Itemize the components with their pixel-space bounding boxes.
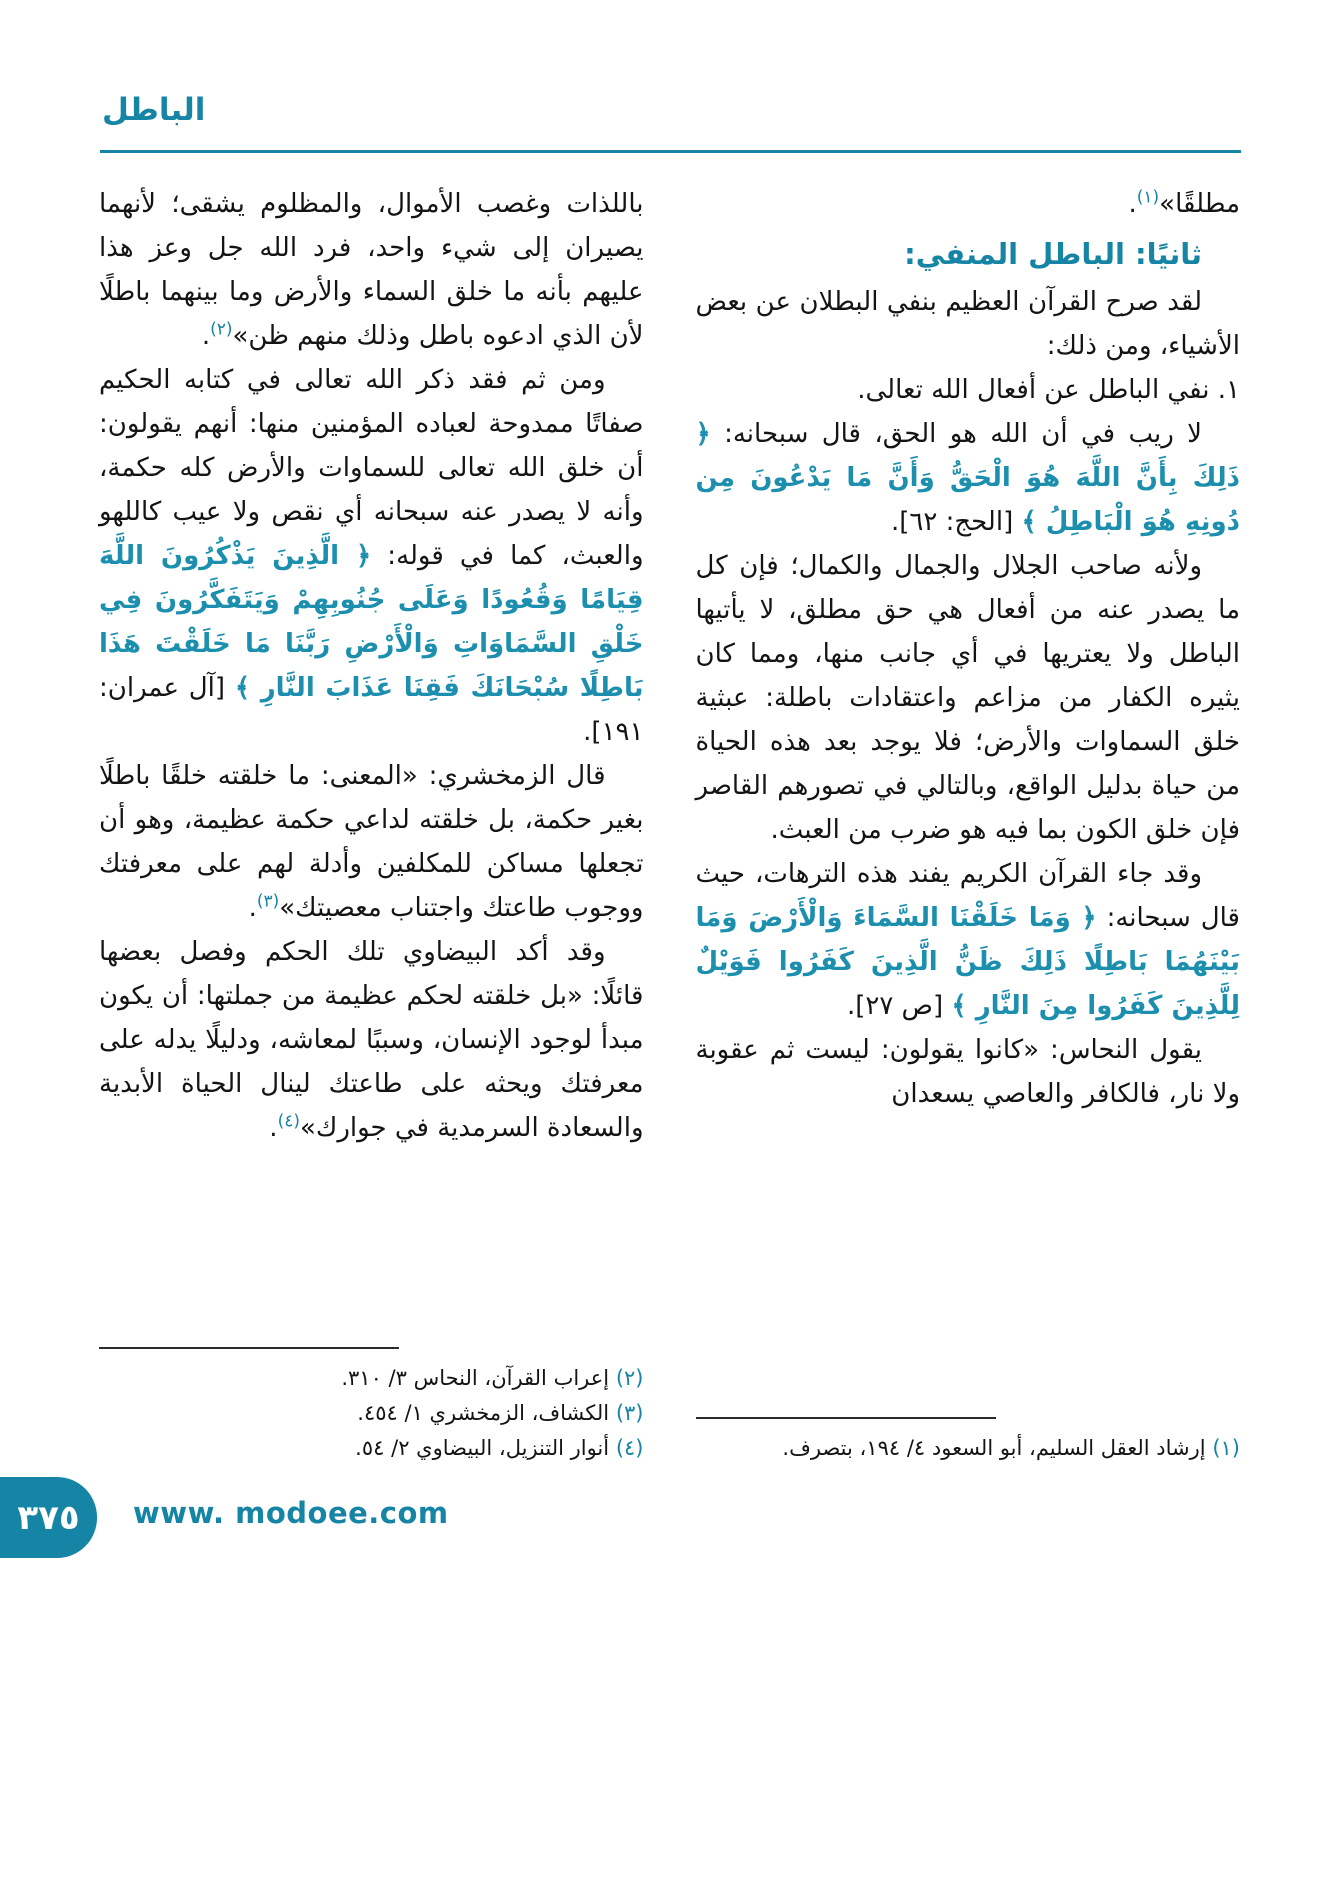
footnote-2 (99, 1361, 644, 1396)
body-text: لا ريب في أن الله هو الحق، قال سبحانه: (710, 419, 1202, 449)
footnote-ref-1: (١) (1136, 187, 1160, 208)
footnote-ref-2: (٢) (210, 319, 233, 340)
publisher-website-text: www. modoee.com (133, 1496, 449, 1530)
verse-reference-sad: [ص ٢٧]. (846, 991, 952, 1021)
paragraph-continuation (696, 182, 1241, 226)
paragraph-intro: لقد صرح القرآن العظيم بنفي البطلان عن بعض الأشياء، ومن ذلك: (695, 287, 1240, 361)
footnote-text: أنوار التنزيل، البيضاوي ٢/ ٥٤. (355, 1436, 610, 1460)
quran-verse-sad: ﴿ وَمَا خَلَقْنَا السَّمَاءَ وَالْأَرْضَ وَمَا بَيْنَهُمَا بَاطِلًا ذَلِكَ ظَنُّ الَّذِينَ كَفَرُوا فَوَيْلٌ لِلَّذِينَ كَفَرُوا مِنَ النَّارِ ﴾ (695, 903, 1240, 1021)
page-number: ٣٧٥ (17, 1497, 80, 1538)
paragraph-with-verse-sad (696, 852, 1241, 1028)
footnote-number: (٢) (615, 1366, 644, 1390)
body-text: وقد أكد البيضاوي تلك الحكم وفصل بعضها قائلًا: «بل خلقته لحكم عظيمة من جملتها: أن يكون مبدأ لوجود الإنسان، وسببًا لمعاشه، ودليلًا يدله على معرفتك ويحثه على طاعتك لينال الحياة الأبدية والسعادة السرمدية في جوارك» (99, 937, 644, 1143)
body-text: . (201, 321, 211, 351)
footnote-ref-4: (٤) (277, 1111, 300, 1132)
body-text: وقد جاء القرآن الكريم يفند هذه الترهات، حيث قال سبحانه: (695, 859, 1240, 933)
footnote-number: (٣) (615, 1401, 644, 1425)
paragraph-with-verse-hajj (696, 412, 1241, 544)
page-number-badge (0, 1477, 97, 1558)
quran-verse-hajj: ﴿ ذَلِكَ بِأَنَّ اللَّهَ هُوَ الْحَقُّ وَأَنَّ مَا يَدْعُونَ مِن دُونِهِ هُوَ الْبَاطِلُ ﴾ (695, 419, 1240, 537)
body-text: ومن ثم فقد ذكر الله تعالى في كتابه الحكيم صفاتًا ممدوحة لعباده المؤمنين منها: أنهم يقولون: أن خلق الله تعالى للسماوات والأرض كله حكمة، وأنه لا يصدر عنه سبحانه أي نقص ولا عيب كاللهو والعبث، كما في قوله: (99, 365, 644, 571)
footnotes-left (99, 1339, 644, 1466)
header-divider-rule (100, 150, 1241, 153)
footnote-text: إعراب القرآن، النحاس ٣/ ٣١٠. (341, 1366, 610, 1390)
footnote-text: الكشاف، الزمخشري ١/ ٤٥٤. (357, 1401, 610, 1425)
footnote-divider-rule (696, 1417, 996, 1419)
verse-reference-al-imran: [آل عمران: ١٩١]. (99, 673, 644, 747)
body-text: قال الزمخشري: «المعنى: ما خلقته خلقًا باطلًا بغير حكمة، بل خلقته لداعي حكمة عظيمة، وهو أن تجعلها مساكن للمكلفين وأدلة لهم على معرفتك ووجوب طاعتك واجتناب معصيتك» (99, 761, 644, 923)
footnote-number: (١) (1212, 1436, 1240, 1460)
footnote-1 (696, 1431, 1241, 1466)
paragraph-kamal: ولأنه صاحب الجلال والجمال والكمال؛ فإن كل ما يصدر عنه من أفعال هي حق مطلق، لا يأتيها الباطل ولا يعتريها في أي جانب منها، ومما كان يثيره الكفار من مزاعم واعتقادات باطلة: عبثية خلق السماوات والأرض؛ فلا يوجد بعد هذه الحياة من حياة بدليل الواقع، وبالتالي في تصورهم القاصر فإن خلق الكون بما فيه هو ضرب من العبث. (695, 551, 1240, 845)
footnote-3 (99, 1396, 644, 1431)
body-text: . (269, 1113, 278, 1143)
paragraph-continuation (99, 182, 644, 358)
footnotes-right (696, 1409, 1241, 1466)
body-text: . (248, 893, 257, 923)
footnote-number: (٤) (615, 1436, 644, 1460)
text-columns (99, 182, 1240, 1466)
paragraph-with-verse-al-imran (99, 358, 644, 754)
column-left (99, 182, 644, 1466)
footnote-ref-3: (٣) (256, 891, 280, 912)
quran-verse-al-imran: ﴿ الَّذِينَ يَذْكُرُونَ اللَّهَ قِيَامًا وَقُعُودًا وَعَلَى جُنُوبِهِمْ وَيَتَفَكَّرُونَ فِي خَلْقِ السَّمَاوَاتِ وَالْأَرْضِ رَبَّنَا مَا خَلَقْتَ هَذَا بَاطِلًا سُبْحَانَكَ فَقِنَا عَذَابَ النَّارِ ﴾ (99, 541, 644, 703)
paragraph-nahhas-quote: يقول النحاس: «كانوا يقولون: ليست ثم عقوبة ولا نار، فالكافر والعاصي يسعدان (695, 1035, 1240, 1109)
footnote-4 (99, 1431, 644, 1466)
paragraph-zamakhshari-quote (99, 754, 644, 930)
running-header-title: الباطل (102, 92, 206, 128)
column-right (696, 182, 1241, 1466)
body-text: . (1128, 189, 1137, 219)
section-heading: ثانيًا: الباطل المنفي: (904, 237, 1202, 271)
body-text: مطلقًا» (1159, 189, 1240, 219)
paragraph-baydawi-quote (99, 930, 644, 1150)
verse-reference-hajj: [الحج: ٦٢]. (890, 507, 1022, 537)
footnote-text: إرشاد العقل السليم، أبو السعود ٤/ ١٩٤، بتصرف. (782, 1436, 1206, 1460)
body-text: باللذات وغصب الأموال، والمظلوم يشقى؛ لأنهما يصيران إلى شيء واحد، فرد الله جل وعز هذا عليهم بأنه ما خلق السماء والأرض وما بينهما باطلًا لأن الذي ادعوه باطل وذلك منهم ظن» (99, 189, 644, 351)
footnote-divider-rule (99, 1347, 399, 1349)
numbered-item-1: ١. نفي الباطل عن أفعال الله تعالى. (857, 375, 1240, 405)
